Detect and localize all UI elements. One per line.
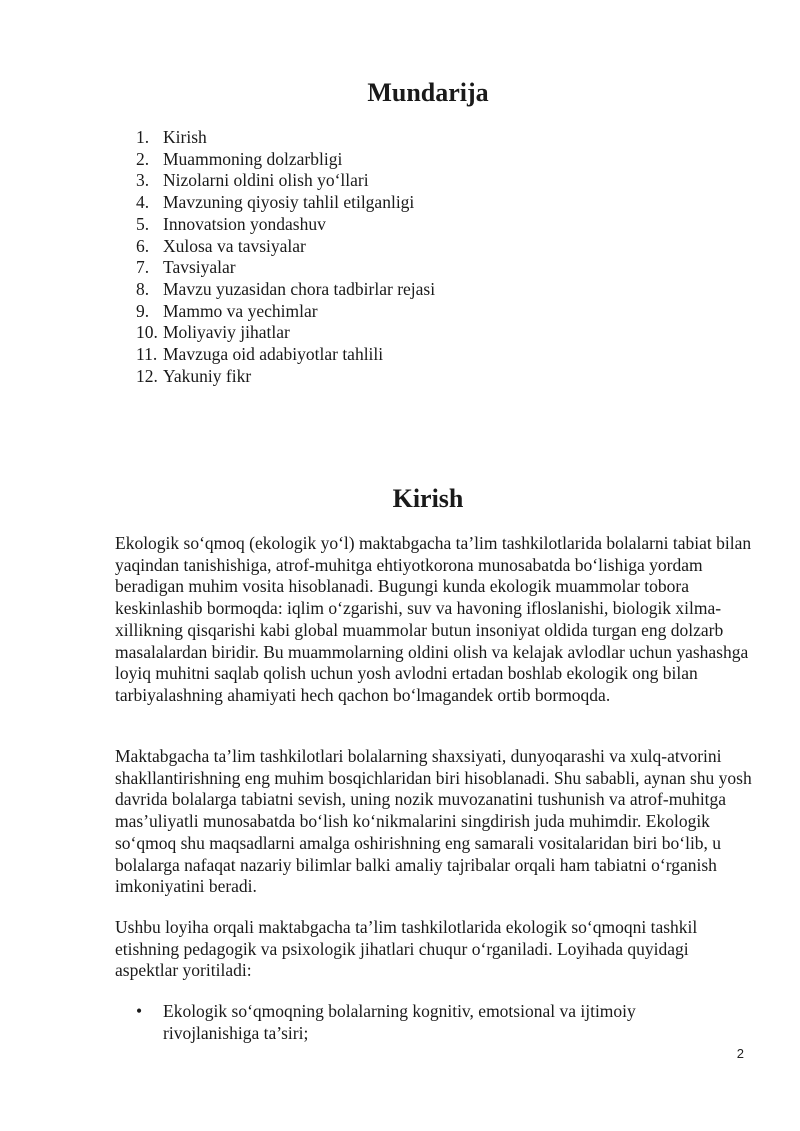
toc-item-text: Mavzu yuzasidan chora tadbirlar rejasi [163,278,436,299]
bullet-icon: • [136,1001,143,1021]
toc-item [136,236,435,258]
toc-item-text: Moliyaviy jihatlar [163,322,290,343]
toc-item [136,257,435,279]
section-title: Kirish [392,484,464,513]
paragraph: Maktabgacha ta’lim tashkilotlari bolalarning shaxsiyati, dunyoqarashi va xulq-atvorini shakllantirishning eng muhim bosqichlaridan biri hisoblanadi. Shu sababli, aynan shu yosh davrida bolalarga tabiatni sevish, uning nozik muvozanatini tushunish va atrof-muhitga mas’uliyatli munosabatda boʻlish koʻnikmalarini singdirish juda muhimdir. Ekologik soʻqmoq shu maqsadlarni amalga oshirishning eng samarali vositalaridan biri boʻlib, u bolalarga nafaqat nazariy bilimlar balki amaliy tajribalar orqali ham tabiatni oʻrganish imkoniyatini beradi. [115,746,752,897]
toc-item-text: Mammo va yechimlar [163,300,318,321]
toc-item-text: Yakuniy fikr [163,365,252,386]
toc-item [136,322,435,344]
toc-item [136,344,435,366]
toc-item-number: 12. [136,365,158,386]
toc-item-number: 5. [136,213,150,234]
toc-item-text: Kirish [163,127,207,147]
toc-item [136,214,435,236]
toc-item-number: 2. [136,148,150,169]
toc-item [136,149,435,171]
toc-item-number: 4. [136,192,150,213]
page-number: 2 [736,1046,744,1061]
paragraph: Ekologik soʻqmoq (ekologik yoʻl) maktabgacha ta’lim tashkilotlarida bolalarni tabiat bilan yaqindan tanishishiga, atrof-muhitga ehtiyotkorona munosabatda boʻlishiga yordam beradigan muhim vosita hisoblanadi. Bugungi kunda ekologik muammolar tobora keskinlashib bormoqda: iqlim oʻzgarishi, suv va havoning ifloslanishi, biologik xilma-xillikning qisqarishi kabi global muammolar butun insoniyat oldida turgan eng dolzarb masalalardan biridir. Bu muammolarning oldini olish va kelajak avlodlar uchun yashashga loyiq muhitni saqlab qolish uchun yosh avlodni ertadan boshlab ekologik ong bilan tarbiyalashning ahamiyati hech qachon boʻlmagandek ortib bormoqda. [115,533,752,705]
toc-list [136,127,435,387]
toc-item-text: Nizolarni oldini olish yoʻllari [163,170,369,191]
toc-item-text: Innovatsion yondashuv [163,213,326,234]
toc-item-number: 6. [136,235,150,256]
toc-item [136,279,435,301]
toc-item-number: 7. [136,257,150,278]
toc-item [136,366,435,388]
toc-item-number: 8. [136,278,150,299]
toc-item [136,192,435,214]
toc-item [136,170,435,192]
toc-item-number: 3. [136,170,150,191]
toc-item-number: 11. [136,344,158,365]
toc-title: Mundarija [367,78,489,107]
toc-item-number: 9. [136,300,150,321]
toc-item [136,301,435,323]
toc-item-text: Tavsiyalar [163,257,236,278]
bullet-text: Ekologik soʻqmoqning bolalarning kognitiv, emotsional va ijtimoiy rivojlanishiga ta’siri; [163,1001,636,1043]
bullet-list [115,1001,735,1044]
paragraph: Ushbu loyiha orqali maktabgacha ta’lim tashkilotlarida ekologik soʻqmoqni tashkil etishning pedagogik va psixologik jihatlari chuqur oʻrganiladi. Loyihada quyidagi aspektlar yoritiladi: [115,917,698,981]
toc-item-text: Mavzuga oid adabiyotlar tahlili [163,344,384,365]
toc-item-text: Mavzuning qiyosiy tahlil etilganligi [163,192,415,213]
toc-item-text: Xulosa va tavsiyalar [163,235,306,256]
toc-item [136,127,435,149]
bullet-item [115,1001,735,1044]
toc-item-text: Muammoning dolzarbligi [163,148,343,169]
toc-item-number: 1. [136,127,150,147]
toc-item-number: 10. [136,322,158,343]
